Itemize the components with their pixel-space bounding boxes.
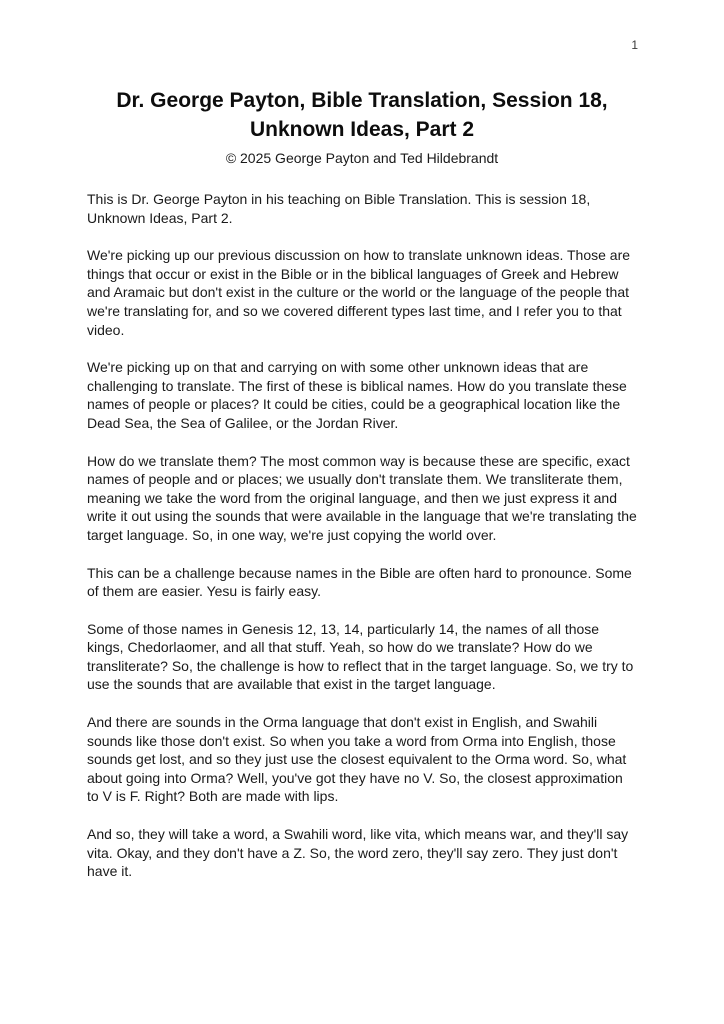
paragraph-1: This is Dr. George Payton in his teaching on Bible Translation. This is session 18, Unknown Ideas, Part 2.: [87, 191, 591, 226]
title-line-2: Unknown Ideas, Part 2: [249, 118, 475, 141]
page-number: 1: [631, 38, 638, 52]
paragraph-3: We're picking up on that and carrying on with some other unknown ideas that are challenging to translate. The first of these is biblical names. How do you translate these names of people or places? It could be cities, could be a geographical location like the Dead Sea, the Sea of Galilee, or the Jordan River.: [87, 359, 627, 431]
paragraph-6: Some of those names in Genesis 12, 13, 14, particularly 14, the names of all those kings, Chedorlaomer, and all that stuff. Yeah, so how do we translate? How do we transliterate? So, the challenge is how to reflect that in the target language. So, we try to use the sounds that are available that exist in the target language.: [87, 620, 634, 693]
paragraph-4: How do we translate them? The most common way is because these are specific, exact names of people and or places; we usually don't translate them. We transliterate them, meaning we take the word from the original language, and then we just express it and write it out using the sounds that were available in the language that we're translating the target language. So, in one way, we're just copying the world over.: [87, 452, 637, 543]
document-title: [0, 0, 724, 144]
paragraph-8: And so, they will take a word, a Swahili word, like vita, which means war, and they'll say vita. Okay, and they don't have a Z. So, the word zero, they'll say zero. They just don't have it.: [87, 826, 629, 880]
document-body: [0, 167, 724, 881]
paragraph-2: We're picking up our previous discussion on how to translate unknown ideas. Those are things that occur or exist in the Bible or in the biblical languages of Greek and Hebrew and Aramaic but don't exist in the culture or the world or the language of the people that we're translating for, and so we covered different types last time, and I refer you to that video.: [87, 247, 631, 338]
copyright-line: © 2025 George Payton and Ted Hildebrandt: [225, 150, 499, 166]
paragraph-5: This can be a challenge because names in the Bible are often hard to pronounce. Some of them are easier. Yesu is fairly easy.: [87, 564, 632, 600]
paragraph-7: And there are sounds in the Orma language that don't exist in English, and Swahili sounds like those don't exist. So when you take a word from Orma into English, those sounds get lost, and so they just use the closest equivalent to the Orma word. So, what about going into Orma? Well, you've got they have no V. So, the closest approximation to V is F. Right? Both are made with lips.: [87, 714, 627, 805]
title-line-1: Dr. George Payton, Bible Translation, Session 18,: [116, 89, 608, 112]
